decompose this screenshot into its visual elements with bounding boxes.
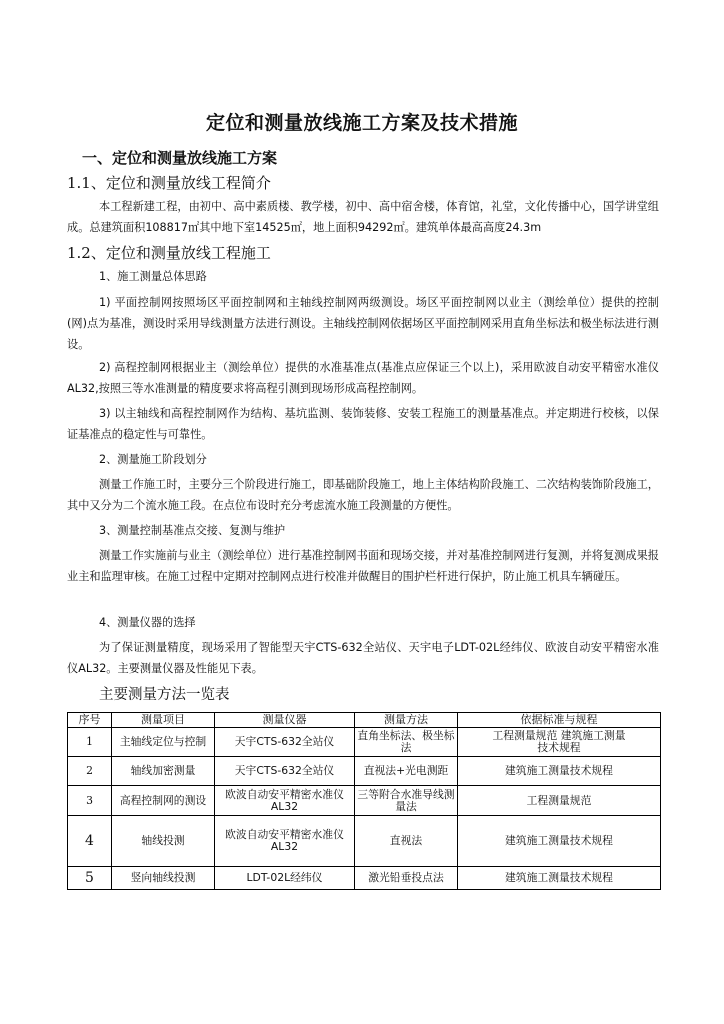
table-cell: 三等附合水准导线测量法: [355, 786, 458, 816]
table-cell: 建筑施工测量技术规程: [458, 867, 661, 890]
table-cell: 直角坐标法、极坐标法: [355, 728, 458, 757]
paragraph-phases: 测量工作施工时，主要分三个阶段进行施工，即基础阶段施工，地上主体结构阶段施工、二次结构装饰阶段施工，其中又分为二个流水施工段。在点位布设时充分考虑流水施工段测量的方便性。: [67, 478, 659, 512]
table-cell: 欧波自动安平精密水准仪AL32: [215, 786, 355, 816]
row-number: 2: [68, 757, 112, 786]
table-caption: 主要测量方法一览表: [99, 687, 230, 703]
table-cell: 工程测量规范 建筑施工测量技术规程: [458, 728, 661, 757]
table-cell: 天宇CTS-632全站仪: [215, 757, 355, 786]
paragraph-handover: 测量工作实施前与业主（测绘单位）进行基准控制网书面和现场交接，并对基准控制网进行复测，并将复测成果报业主和监理审核。在施工过程中定期对控制网点进行校准并做醒目的围护栏杆进行保护，防止施工机具车辆碰压。: [67, 549, 659, 583]
table-header-row: [68, 713, 661, 728]
subheading-construction-phases: 2、测量施工阶段划分: [99, 453, 207, 466]
subheading-overall-approach: 1、施工测量总体思路: [99, 270, 207, 283]
header-cell: 测量项目: [112, 713, 215, 728]
paragraph-elevation-control: 2) 高程控制网根据业主（测绘单位）提供的水准基准点(基准点应保证三个以上)，采用欧波自动安平精密水准仪AL32,按照三等水准测量的精度要求将高程引测到现场形成高程控制网。: [67, 361, 659, 395]
table-cell: 高程控制网的测设: [112, 786, 215, 816]
header-cell: 测量仪器: [215, 713, 355, 728]
table-cell: 建筑施工测量技术规程: [458, 757, 661, 786]
table-cell: 激光铅垂投点法: [355, 867, 458, 890]
subheading-instruments: 4、测量仪器的选择: [99, 616, 196, 629]
table-cell: 工程测量规范: [458, 786, 661, 816]
table-cell: LDT-02L经纬仪: [215, 867, 355, 890]
table-cell: 天宇CTS-632全站仪: [215, 728, 355, 757]
paragraph-instruments: 为了保证测量精度，现场采用了智能型天宇CTS-632全站仪、天宇电子LDT-02L经纬仪、欧波自动安平精密水准仪AL32。主要测量仪器及性能见下表。: [67, 641, 659, 675]
subheading-handover: 3、测量控制基准点交接、复测与维护: [99, 524, 286, 537]
section-heading-1-1: 1.1、定位和测量放线工程简介: [67, 174, 271, 192]
table-cell: 直视法: [355, 816, 458, 867]
header-cell: 依据标准与规程: [458, 713, 661, 728]
table-cell: 竖向轴线投测: [112, 867, 215, 890]
section-heading-1-2: 1.2、定位和测量放线工程施工: [67, 244, 271, 262]
table-cell: 主轴线定位与控制: [112, 728, 215, 757]
header-cell: 序号: [68, 713, 112, 728]
header-cell: 测量方法: [355, 713, 458, 728]
section-heading-1: 一、定位和测量放线施工方案: [82, 149, 278, 167]
table-row: [68, 786, 661, 816]
row-number: 3: [68, 786, 112, 816]
table-cell: 直视法+光电测距: [355, 757, 458, 786]
table-cell: 轴线加密测量: [112, 757, 215, 786]
table-cell: 建筑施工测量技术规程: [458, 816, 661, 867]
row-number: 1: [68, 728, 112, 757]
table-cell: 欧波自动安平精密水准仪AL32: [215, 816, 355, 867]
table-row: [68, 816, 661, 867]
row-number: 5: [68, 867, 112, 890]
paragraph-plane-control: 1) 平面控制网按照场区平面控制网和主轴线控制网两级测设。场区平面控制网以业主（测绘单位）提供的控制(网)点为基准，测设时采用导线测量方法进行测设。主轴线控制网依据场区平面控制网采用直角坐标法和极坐标法进行测设。: [67, 296, 659, 351]
row-number: 4: [68, 816, 112, 867]
paragraph-benchmark: 3) 以主轴线和高程控制网作为结构、基坑监测、装饰装修、安装工程施工的测量基准点。并定期进行校核，以保证基准点的稳定性与可靠性。: [67, 407, 659, 441]
table-cell: 轴线投测: [112, 816, 215, 867]
table-row: [68, 867, 661, 890]
measurement-methods-table: [67, 712, 661, 890]
table-row: [68, 757, 661, 786]
document-title: 定位和测量放线施工方案及技术措施: [205, 112, 518, 134]
table-row: [68, 728, 661, 757]
intro-paragraph: 本工程新建工程，由初中、高中素质楼、教学楼，初中、高中宿舍楼，体育馆，礼堂，文化传播中心，国学讲堂组成。总建筑面积108817㎡其中地下室14525㎡，地上面积94292㎡。建筑单体最高高度24.3m: [67, 200, 659, 234]
